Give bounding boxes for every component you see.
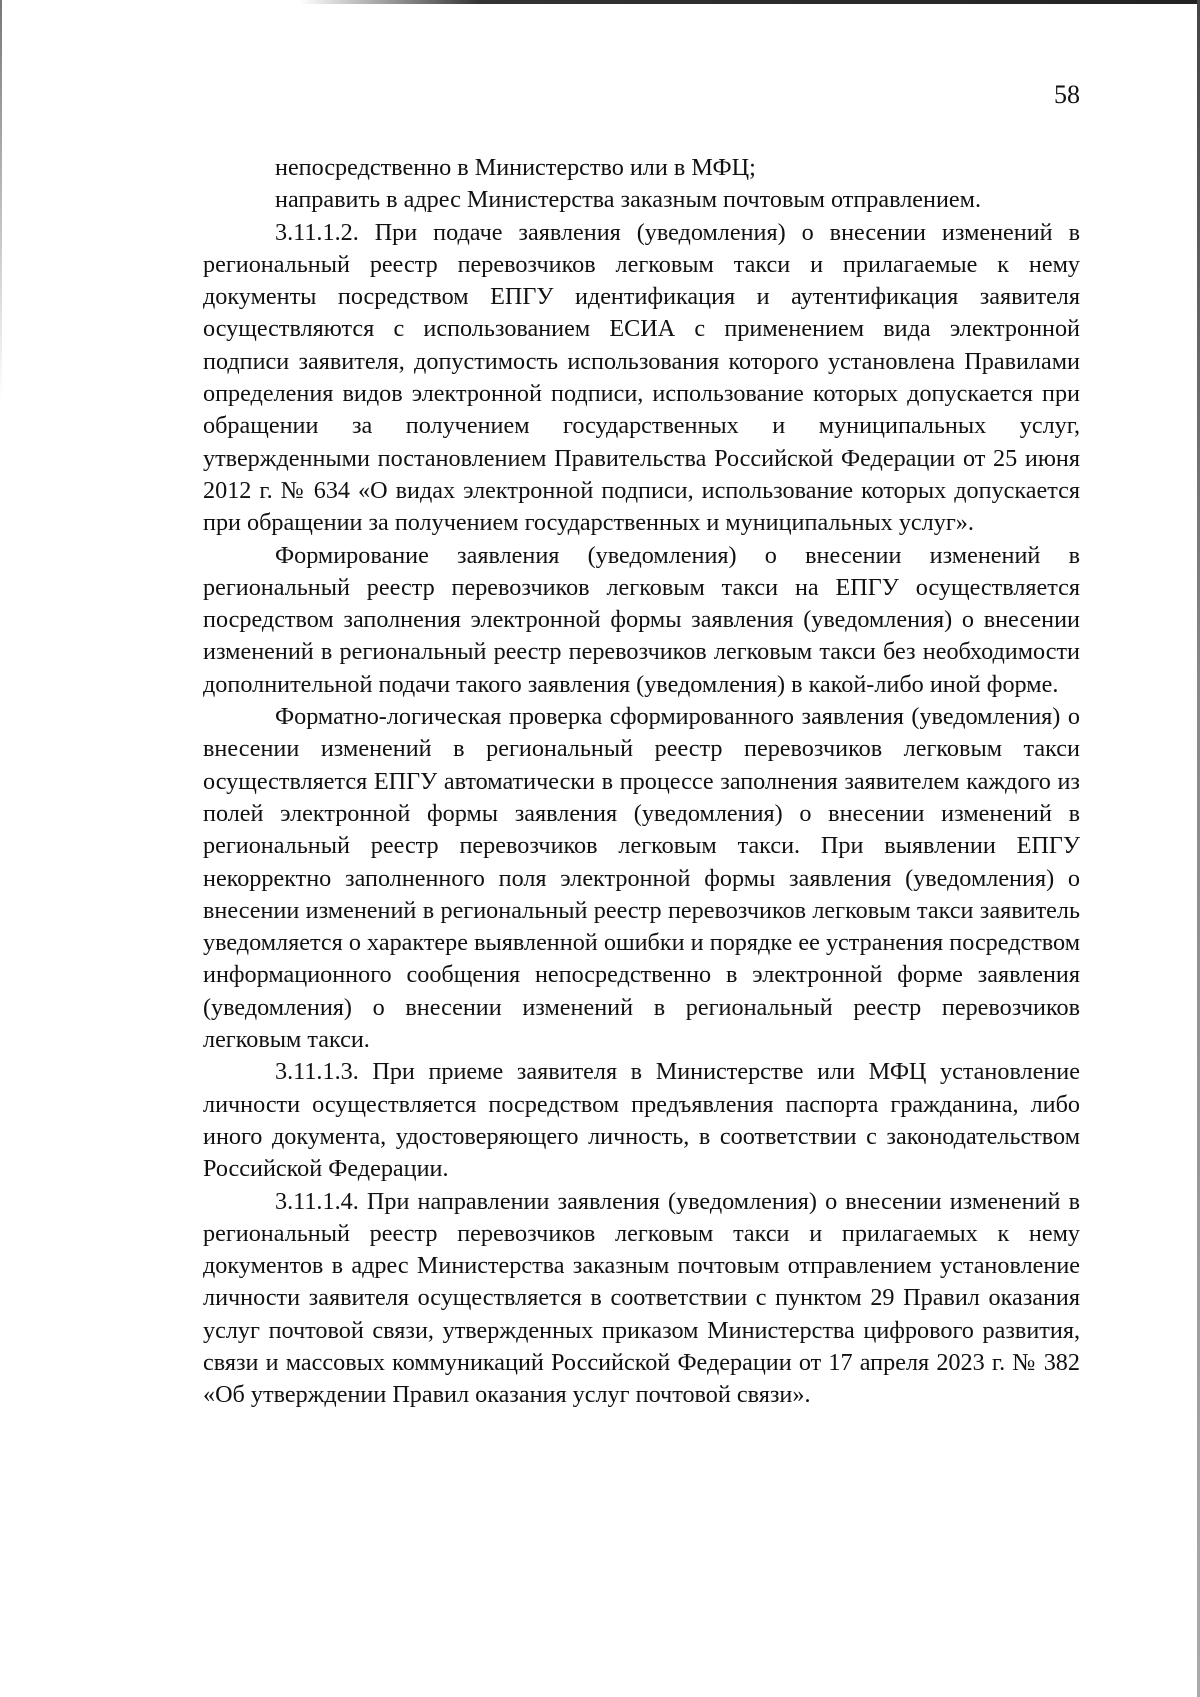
paragraph-3-11-1-4: 3.11.1.4. При направлении заявления (уведомления) о внесении изменений в региональный реестр перевозчиков легковым такси и прилагаемых к нему документов в адрес Министерства заказным почтовым отправлением установление личности заявителя осуществляется в соответствии с пунктом 29 Правил оказания услуг почтовой связи, утвержденных приказом Министерства цифрового развития, связи и массовых коммуникаций Российской Федерации от 17 апреля 2023 г. № 382 «Об утверждении Правил оказания услуг почтовой связи».: [203, 1187, 1080, 1409]
paragraph-3-11-1-2: 3.11.1.2. При подаче заявления (уведомления) о внесении изменений в региональный реестр перевозчиков легковым такси и прилагаемые к нему документы посредством ЕПГУ идентификация и аутентификация заявителя осуществляются с использованием ЕСИА с применением вида электронной подписи заявителя, допустимость использования которого установлена Правилами определения видов электронной подписи, использование которых допускается при обращении за получением государственных и муниципальных услуг, утвержденными постановлением Правительства Российской Федерации от 25 июня 2012 г. № 634 «О видах электронной подписи, использование которых допускается при обращении за получением государственных и муниципальных услуг».: [203, 218, 1080, 537]
document-body: [203, 152, 1080, 1412]
scan-edge-left: [0, 0, 2, 400]
scan-edge-top: [300, 0, 1200, 4]
paragraph-format-logic-check: Форматно-логическая проверка сформированного заявления (уведомления) о внесении изменений в региональный реестр перевозчиков легковым такси осуществляется ЕПГУ автоматически в процессе заполнения заявителем каждого из полей электронной формы заявления (уведомления) о внесении изменений в региональный реестр перевозчиков легковым такси. При выявлении ЕПГУ некорректно заполненного поля электронной формы заявления (уведомления) о внесении изменений в региональный реестр перевозчиков легковым такси заявитель уведомляется о характере выявленной ошибки и порядке ее устранения посредством информационного сообщения непосредственно в электронной форме заявления (уведомления) о внесении изменений в региональный реестр перевозчиков легковым такси.: [203, 703, 1080, 1054]
paragraph-send-by-mail: направить в адрес Министерства заказным почтовым отправлением.: [275, 186, 981, 214]
paragraph-form-submission: Формирование заявления (уведомления) о внесении изменений в региональный реестр перевозчиков легковым такси на ЕПГУ осуществляется посредством заполнения электронной формы заявления (уведомления) о внесении изменений в региональный реестр перевозчиков легковым такси без необходимости дополнительной подачи такого заявления (уведомления) в какой-либо иной форме.: [203, 541, 1080, 698]
paragraph-3-11-1-3: 3.11.1.3. При приеме заявителя в Министерстве или МФЦ установление личности осуществляется посредством предъявления паспорта гражданина, либо иного документа, удостоверяющего личность, в соответствии с законодательством Российской Федерации.: [203, 1058, 1080, 1183]
page-number: 58: [1054, 80, 1080, 109]
paragraph-submit-directly: непосредственно в Министерство или в МФЦ;: [275, 154, 756, 181]
